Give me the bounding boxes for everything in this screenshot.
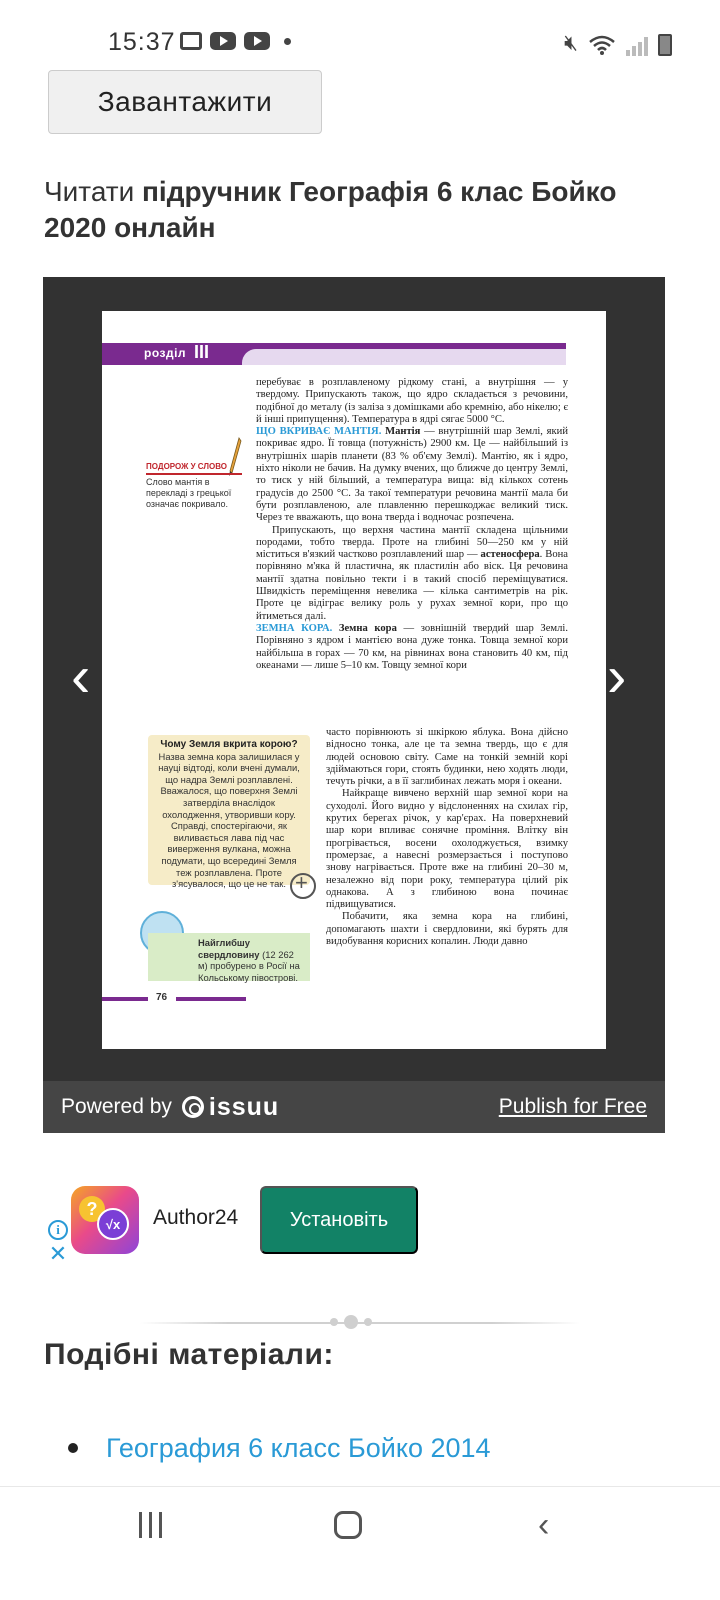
footer-bar xyxy=(176,997,246,1001)
book-page[interactable] xyxy=(102,311,606,1049)
image-icon xyxy=(180,32,202,50)
section-label: розділ xyxy=(144,346,187,360)
page-title-prefix: Читати xyxy=(44,176,143,207)
paragraph xyxy=(256,525,568,623)
footer-bar xyxy=(102,997,148,1001)
term-crust: Земна кора xyxy=(338,622,397,634)
paragraph-text: — внутрішній шар Землі, який покриває ядро. Її товща (потужність) 2900 км. Це — найбільший із внутрішніх шарів планети (83 % об'єму Землі). Мантію, як і ядро, ніхто ніколи не бачив. На думку вчених, що ближче до центру Землі, то тиск у ній більший, а температура вища: від кількох сотень градусів до 2500 °С. За такої температури речовина мантії мала би бути розплавленою, але плавленню перешкоджає великий тиск. Через те вважають, що вона тверда і водночас розпечена. xyxy=(256,426,569,524)
next-page-arrow-icon[interactable]: › xyxy=(607,644,627,709)
youtube-icon xyxy=(210,32,236,50)
scroll-note xyxy=(148,735,310,890)
term-asthenosphere: астеносфера xyxy=(480,549,540,561)
book-page-number: 76 xyxy=(156,992,168,1003)
word-journey-title: ПОДОРОЖ У СЛОВО xyxy=(146,461,242,475)
ad-info-icon[interactable]: i xyxy=(48,1220,68,1240)
download-button[interactable]: Завантажити xyxy=(48,70,322,134)
ad-app-name[interactable]: Author24 xyxy=(153,1206,239,1229)
ad-app-icon[interactable] xyxy=(71,1186,139,1254)
similar-material-link[interactable]: География 6 класс Бойко 2014 xyxy=(106,1432,491,1463)
dot-icon xyxy=(284,38,291,45)
home-icon[interactable] xyxy=(334,1511,362,1539)
scroll-note-title: Чому Земля вкрита корою? xyxy=(160,739,298,750)
page-title-bold: підручник Географія 6 клас Бойко 2020 онлайн xyxy=(44,176,617,243)
paragraph xyxy=(256,623,568,672)
record-bold: Найглибшу свердловину xyxy=(198,937,260,960)
paragraph-text: . Вона порівняно м'яка й пластична, як пластилін або віск. Ця речовина мантії здатна повільно текти і в такий спосіб переміщуватися. Швидкість переміщення невелика — кілька сантиметрів на рік. Проте це відіграє велику роль у рухах земної кори, про що йтиметься далі. xyxy=(256,549,568,622)
list-item xyxy=(44,1420,538,1476)
issuu-logo-icon xyxy=(182,1096,204,1118)
recents-icon[interactable] xyxy=(139,1512,162,1538)
system-navigation-bar xyxy=(0,1486,720,1600)
paragraph: часто порівнюють зі шкіркою яблука. Вона дійсно відносно тонка, але це та земна твердь, що є для людей основою світу. Саме на тонкій земній корі здіймаються гори, стоять будинки, нею ходять люди, течуть річки, а в її заглибинах лежать моря і океани. xyxy=(326,727,568,788)
sqrt-icon: √x xyxy=(97,1208,129,1240)
page-title xyxy=(44,174,674,246)
issuu-viewer[interactable] xyxy=(43,277,665,1133)
issuu-logo[interactable] xyxy=(182,1093,279,1122)
paragraph-text: Припускають, що верхня частина мантії складена щільними породами, тобто тверда. Проте на глибині 50—250 км у ній міститься в'язкий частково розплавлений шар — xyxy=(256,524,568,561)
world-record-box xyxy=(148,933,310,981)
paragraph-text: — зовнішній твердий шар Землі. Порівняно з ядром і мантією вона дуже тонка. Товща земної кори найбільша в горах — 70 км, на рівнинах вона становить 40 км, під океанами — лише 5–10 км. Товщу земної кори xyxy=(256,622,568,671)
ad-close-icon[interactable]: ✕ xyxy=(48,1241,68,1266)
divider-dots xyxy=(330,1315,372,1329)
status-time: 15:37 xyxy=(108,28,176,56)
paragraph xyxy=(256,426,568,524)
record-text: (12 262 м) пробурено в Росії на Кольському півострові. xyxy=(198,948,300,983)
ad-install-button[interactable]: Установіть xyxy=(260,1186,418,1254)
scroll-note-text: Назва земна кора залишилася у науці відтоді, коли вчені думали, що надра Землі розплавлені. Вважалося, що поверхня Землі затверділа внаслідок охолодження, утворивши кору. Справді, спостерігаючи, як виливається лава під час виверження вулкана, можна подумати, що всередині Земля теж розплавлена. Проте з'ясувалося, що це не так. xyxy=(158,750,300,890)
question-icon: ? xyxy=(79,1196,105,1222)
system-icons xyxy=(564,30,672,56)
book-text-main xyxy=(256,377,568,672)
mute-icon: 🔇︎ xyxy=(564,30,578,55)
word-journey-box xyxy=(146,461,242,510)
section-header-bar-light xyxy=(242,349,566,365)
youtube-icon xyxy=(244,32,270,50)
previous-page-arrow-icon[interactable]: ‹ xyxy=(71,644,91,709)
term-mantle: Мантія xyxy=(385,426,421,438)
heading-crust: ЗЕМНА КОРА. xyxy=(256,622,333,634)
publish-for-free-link[interactable]: Publish for Free xyxy=(498,1095,647,1118)
battery-icon xyxy=(658,34,672,56)
powered-by-label: Powered by xyxy=(61,1095,172,1118)
word-journey-text: Слово мантія в перекладі з грецької означає покривало. xyxy=(146,477,232,509)
compass-icon xyxy=(290,873,316,899)
section-number: III xyxy=(194,342,210,362)
signal-icon xyxy=(626,36,648,56)
issuu-brand-text: issuu xyxy=(208,1092,280,1121)
back-icon[interactable]: ‹ xyxy=(538,1506,550,1544)
bullet-icon xyxy=(68,1443,78,1453)
wifi-icon xyxy=(588,34,616,56)
similar-materials-heading: Подібні матеріали: xyxy=(44,1338,334,1371)
paragraph: Найкраще вивчено верхній шар земної кори на суходолі. Його видно у відслоненнях на схилах гір, крутих берегах річок, у кар'єрах. На поверхневий шар кори впливає сонячне проміння. Влітку він прогрівається, восени охолоджується, взимку промерзає, а навесні розмерзається і поступово знову нагрівається. Проте вже на глибині 20–30 м, незалежно від пори року, температура цілий рік однакова. А з глибиною вона починає підвищуватися. xyxy=(326,788,568,911)
paragraph: перебуває в розплавленому рідкому стані, а внутрішня — у твердому. Припускають також, що ядро складається з речовини, подібної до металу (із заліза з домішками або кремнію, або нікелю; є й інші припущення). Температура в ядрі сягає 5000 °С. xyxy=(256,377,568,425)
notification-icons xyxy=(180,32,291,50)
viewer-footer xyxy=(43,1081,665,1133)
paragraph: Побачити, яка земна кора на глибині, допомагають шахти і свердловини, які бурять для видобування корисних копалин. Люди давно xyxy=(326,911,568,948)
book-text-secondary xyxy=(326,727,568,948)
powered-by[interactable] xyxy=(61,1093,279,1122)
heading-mantle: ЩО ВКРИВАЄ МАНТІЯ. xyxy=(256,426,382,438)
